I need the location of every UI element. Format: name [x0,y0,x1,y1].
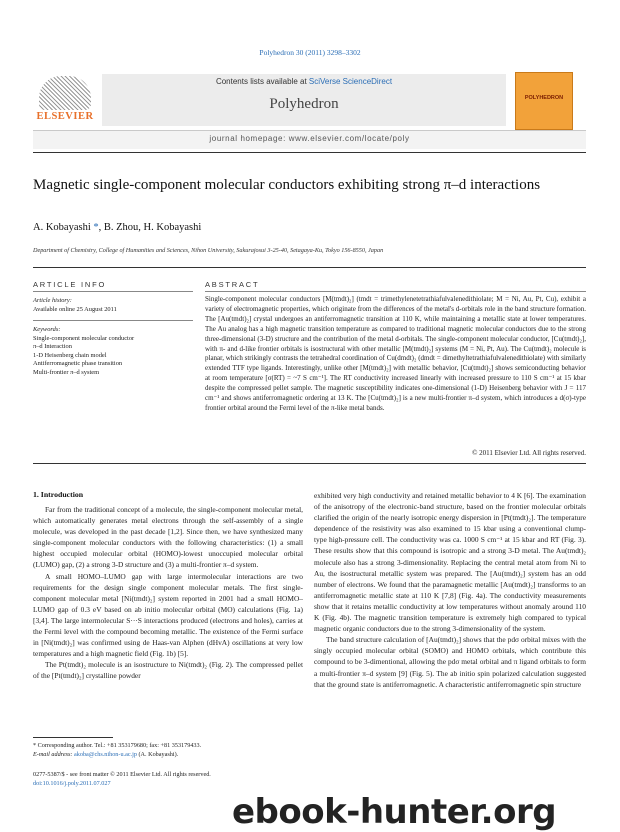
corresponding-author-note: * Corresponding author. Tel.: +81 353179680; fax: +81 353179433. [33,742,202,749]
keyword-item: π–d Interaction [33,343,72,351]
body-paragraph: The band structure calculation of [Au(tmdt)₂] shows that the pdσ orbital mixes with the singly occupied molecular orbital (SOMO) and HOMO orbitals, which contribute this compound to be 3-dimentional, allowing the pdσ metal orbital and π ligand orbitals to form a multi-frontier π–d system [9] (Fig. 5). The ab initio spin polarized calculation suggested that the ground state is antiferromagnetic. A characteristic antiferromagnetic spin structure [314,635,586,689]
body-left-column [33,504,303,682]
article-info-rule [33,291,193,292]
abstract-rule [205,291,586,292]
keywords-block [33,326,193,378]
history-divider [33,320,193,321]
contents-line [102,77,506,86]
abstract-copyright: © 2011 Elsevier Ltd. All rights reserved. [472,449,586,457]
elsevier-logo [33,74,97,126]
corresponding-footnote [33,742,303,760]
publisher-name: ELSEVIER [36,111,94,122]
other-authors: , B. Zhou, H. Kobayashi [98,222,202,233]
abstract-text: Single-component molecular conductors [M(tmdt)₂] (tmdt = trimethylenetetrathiafulvalenedithiolate; M = Ni, Au, Pt, Cu), exhibit a variety of electromagnetic properties, which originate from the differences of the metal's d-orbitals role in the band structure formation. The [Au(tmdt)₂] crystal undergoes an antiferromagnetic transition at 110 K, while maintaining a metallic state at lower temperatures. The Au analog has a high magnetic transition temperature as compared to traditional magnetic molecular conductors due to the strong three-dimensional (3-D) structure and the contribution of the metal d-orbitals. The single-component molecular conductor, [Cu(tmdt)₂], with π- and d-like frontier orbitals is isostructural with other metallic [M(tmdt)₂] systems (M = Ni, Pt, Au). The Cu(tmdt)₂ molecule is planar, which strikingly contrasts the tetrahedral coordination of Cu(dmdt)₂ (dmdt = dimethyltetrathiafulvalenedithiolate) with similarly extended TTF type ligands. Interestingly, unlike other [M(tmdt)₂] with metallic behavior, [Cu(tmdt)₂] shows semiconducting behavior at room temperature [σ(RT) = ~7 S cm⁻¹]. The RT conductivity increased linearly with increased pressure to 110 S cm⁻¹ at 15 kbar despite the compressed pellet sample. The magnetic susceptibility indicates one-dimensional (1-D) Heisenberg behavior with J = 117 cm⁻¹ and shows antiferromagnetic ordering at 13 K. The [Cu(tmdt)₂] is a new multi-frontier π–d system, which introduces a d(σ)-type frontier orbital around the Fermi level of the π-like metal bands. [205,295,586,412]
header-divider [33,152,586,153]
body-right-column [314,490,586,690]
affiliation: Department of Chemistry, College of Humanities and Sciences, Nihon University, Sakurajosui 3-25-40, Setagaya-Ku, Tokyo 156-8550, Japan [33,247,384,254]
doi-link[interactable]: doi:10.1016/j.poly.2011.07.027 [33,779,111,787]
email-suffix: (A. Kobayashi). [136,750,179,758]
corresponding-author-mark[interactable]: * [90,222,99,233]
keywords-label: Keywords: [33,326,61,333]
article-info-heading: ARTICLE INFO [33,280,107,289]
body-paragraph: Far from the traditional concept of a molecule, the single-component molecular metal, which automatically generates metal electrons through the self-assembly of a single molecule, was developed in the past decade [1,2]. Since then, we have synthesized many single-component molecular conductors with the following characteristics: (1) a small highest occupied molecular orbital (HOMO)-lowest unoccupied molecular orbital (LUMO) gap, (2) a strong 3-D structure and (3) a multi-frontier π–d system. [33,505,303,570]
history-value: Available online 25 August 2011 [33,305,117,313]
contents-prefix: Contents lists available at [215,77,309,86]
keyword-item: Single-component molecular conductor [33,334,135,342]
article-title: Magnetic single-component molecular conductors exhibiting strong π–d interactions [33,177,541,193]
journal-reference[interactable]: Polyhedron 30 (2011) 3298–3302 [259,48,361,57]
journal-cover-thumbnail [515,72,573,130]
keyword-item: 1-D Heisenberg chain model [33,351,107,359]
affiliation-divider [33,267,586,268]
journal-name: Polyhedron [269,96,339,112]
body-paragraph: A small HOMO–LUMO gap with large intermolecular interactions are two requirements for the design single component molecular metals. The first single-component molecular metal [Ni(tmdt)₂] system reported in 2001 had a small HOMO–LUMO gap of 0.3 eV based on ab initio molecular orbital (MO) calculations (Fig. 1a) [3,4]. The large intermolecular S···S interactions produced (electrons and holes), carries at the Fermi level with the compound becoming metallic. The existence of the Fermi surface in [Ni(tmdt)₂] was confirmed using de Haas-van Alphen (dHvA) oscillations at very low temperatures and a high magnetic field (Fig. 1b) [5]. [33,571,303,659]
abstract-heading: ABSTRACT [205,280,260,289]
watermark: ebook-hunter.org [232,792,557,832]
keyword-item: Multi-frontier π–d system [33,368,100,376]
body-paragraph: The Pt(tmdt)₂ molecule is an isostructure to Ni(tmdt)₂ (Fig. 2). The compressed pellet of the [Pt(tmdt)₂] crystalline powder [33,660,303,681]
abstract-divider [33,463,586,464]
issn-line: 0277-5387/$ - see front matter © 2011 Elsevier Ltd. All rights reserved. [33,771,211,778]
email-line [33,751,303,760]
sciencedirect-link[interactable]: SciVerse ScienceDirect [308,77,393,86]
email-label: E-mail address: [33,750,75,758]
homepage-strip [33,130,586,149]
introduction-heading: 1. Introduction [33,490,84,499]
journal-homepage-link[interactable]: journal homepage: www.elsevier.com/locate/poly [209,134,410,143]
email-link[interactable]: akoba@chs.nihon-u.ac.jp [74,750,137,758]
journal-header-band [102,74,506,126]
article-history [33,297,193,314]
history-label: Article history: [33,297,72,304]
body-paragraph: exhibited very high conductivity and retained metallic behavior to 4 K [6]. The examination of the anisotropy of the electronic-band structure, based on the frontier molecular orbitals clarified the origin of the nearly isotropic energy dispersion in [Pt(tmdt)₂]. The temperature dependence of the resistivity was also examined to 15 kbar using a conventional clump-type high-pressure cell. The conductivity was ca. 1000 S cm⁻¹ at 15 kbar and RT (Fig. 3). These results show that this compound is isotropic and a strong 3-D metal. The Au(tmdt)₂ molecule also has a strong 3-dimensionality. Replacing the central metal atom from Ni to Au, the isostructural metallic system was prepared. The [Au(tmdt)₂] system has an odd number of electrons. We found that the paramagnetic metallic [Au(tmdt)₂] transforms to an antiferromagnetic metallic state at 110 K [7,8] (Fig. 4a). The conductivity measurements show that it retains metallic conductivity at low temperatures without anomaly around 110 K (Fig. 4b). The magnetic transition temperature is extremely high compared to typical magnetic organic conductors due to the strong 3-dimensionality of the system. [314,491,587,634]
cover-title: POLYHEDRON [524,95,564,101]
issn-block [33,771,303,789]
keyword-item: Antiferromagnetic phase transition [33,360,123,368]
footnote-rule [33,737,113,738]
tree-logo-icon [39,76,91,110]
first-author: A. Kobayashi [33,222,91,233]
authors [33,222,201,233]
